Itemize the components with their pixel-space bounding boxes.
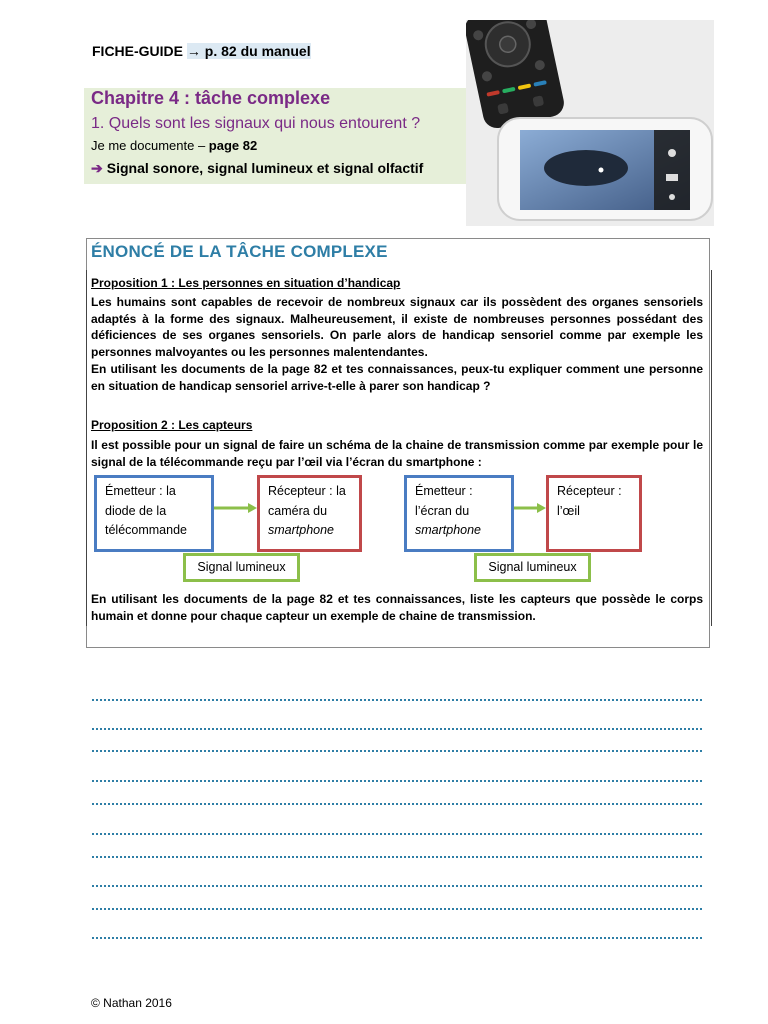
box-line: Récepteur : la — [268, 484, 346, 498]
doc-page: page 82 — [208, 138, 258, 153]
box-line: l’écran du — [415, 503, 470, 518]
box-line: smartphone — [415, 523, 482, 537]
box-line: Émetteur : — [415, 484, 473, 498]
box-line: l’œil — [557, 503, 580, 518]
signal-box-2: Signal lumineux — [474, 553, 591, 582]
proposition-1-text: Les humains sont capables de recevoir de nombreux signaux car ils possèdent des organes sensoriels adaptés à la forme des signaux. Malheureusement, il existe de nombreuses personnes possédant des déficiences de ses organes sensoriels. On parle alors de handicap sensoriel comme par exemple les personnes malvoyantes ou les personnes malentendantes. — [91, 295, 703, 359]
fiche-page-ref: p. 82 du manuel — [204, 43, 311, 59]
fiche-label: FICHE-GUIDE — [92, 43, 183, 59]
arrow-right-icon — [514, 503, 546, 513]
answer-line[interactable] — [92, 933, 702, 939]
answer-line[interactable] — [92, 881, 702, 887]
box-line: smartphone — [268, 523, 335, 537]
fiche-arrow: → — [186, 43, 201, 59]
box-line: diode de la — [105, 503, 167, 518]
proposition-2-text: Il est possible pour un signal de faire un schéma de la chaine de transmission comme par exemple pour le signal de la télécommande reçu par l’œil via l’écran du smartphone : — [91, 438, 703, 469]
arrow-right-icon — [214, 503, 257, 513]
answer-line[interactable] — [92, 829, 702, 835]
arrow-right-icon: ➔ — [91, 160, 103, 176]
answer-line[interactable] — [92, 695, 702, 701]
box-line: Émetteur : la — [105, 484, 176, 498]
doc-prefix: Je me documente – — [91, 138, 209, 153]
enonce-title: ÉNONCÉ DE LA TÂCHE COMPLEXE — [91, 242, 388, 261]
proposition-1-question: En utilisant les documents de la page 82 et tes connaissances, peux-tu expliquer comment une personne en situation de handicap sensoriel arrive-t-elle à parer son handicap ? — [91, 362, 703, 393]
signal-types-text: Signal sonore, signal lumineux et signal olfactif — [106, 160, 424, 176]
box-line: Récepteur : — [557, 484, 622, 498]
box-line: télécommande — [105, 523, 187, 537]
proposition-2-title: Proposition 2 : Les capteurs — [91, 418, 253, 432]
copyright: © Nathan 2016 — [91, 996, 172, 1010]
answer-line[interactable] — [92, 724, 702, 730]
answer-line[interactable] — [92, 799, 702, 805]
chapter-question: 1. Quels sont les signaux qui nous entourent ? — [91, 115, 421, 132]
proposition-2-question: En utilisant les documents de la page 82 et tes connaissances, liste les capteurs que possède le corps humain et donne pour chaque capteur un exemple de chaine de transmission. — [91, 592, 703, 623]
answer-line[interactable] — [92, 776, 702, 782]
chapter-title: Chapitre 4 : tâche complexe — [91, 88, 331, 108]
proposition-1-title: Proposition 1 : Les personnes en situation d’handicap — [91, 276, 401, 290]
answer-line[interactable] — [92, 852, 702, 858]
box-line: caméra du — [268, 503, 328, 518]
answer-line[interactable] — [92, 904, 702, 910]
answer-line[interactable] — [92, 746, 702, 752]
signal-box-1: Signal lumineux — [183, 553, 300, 582]
